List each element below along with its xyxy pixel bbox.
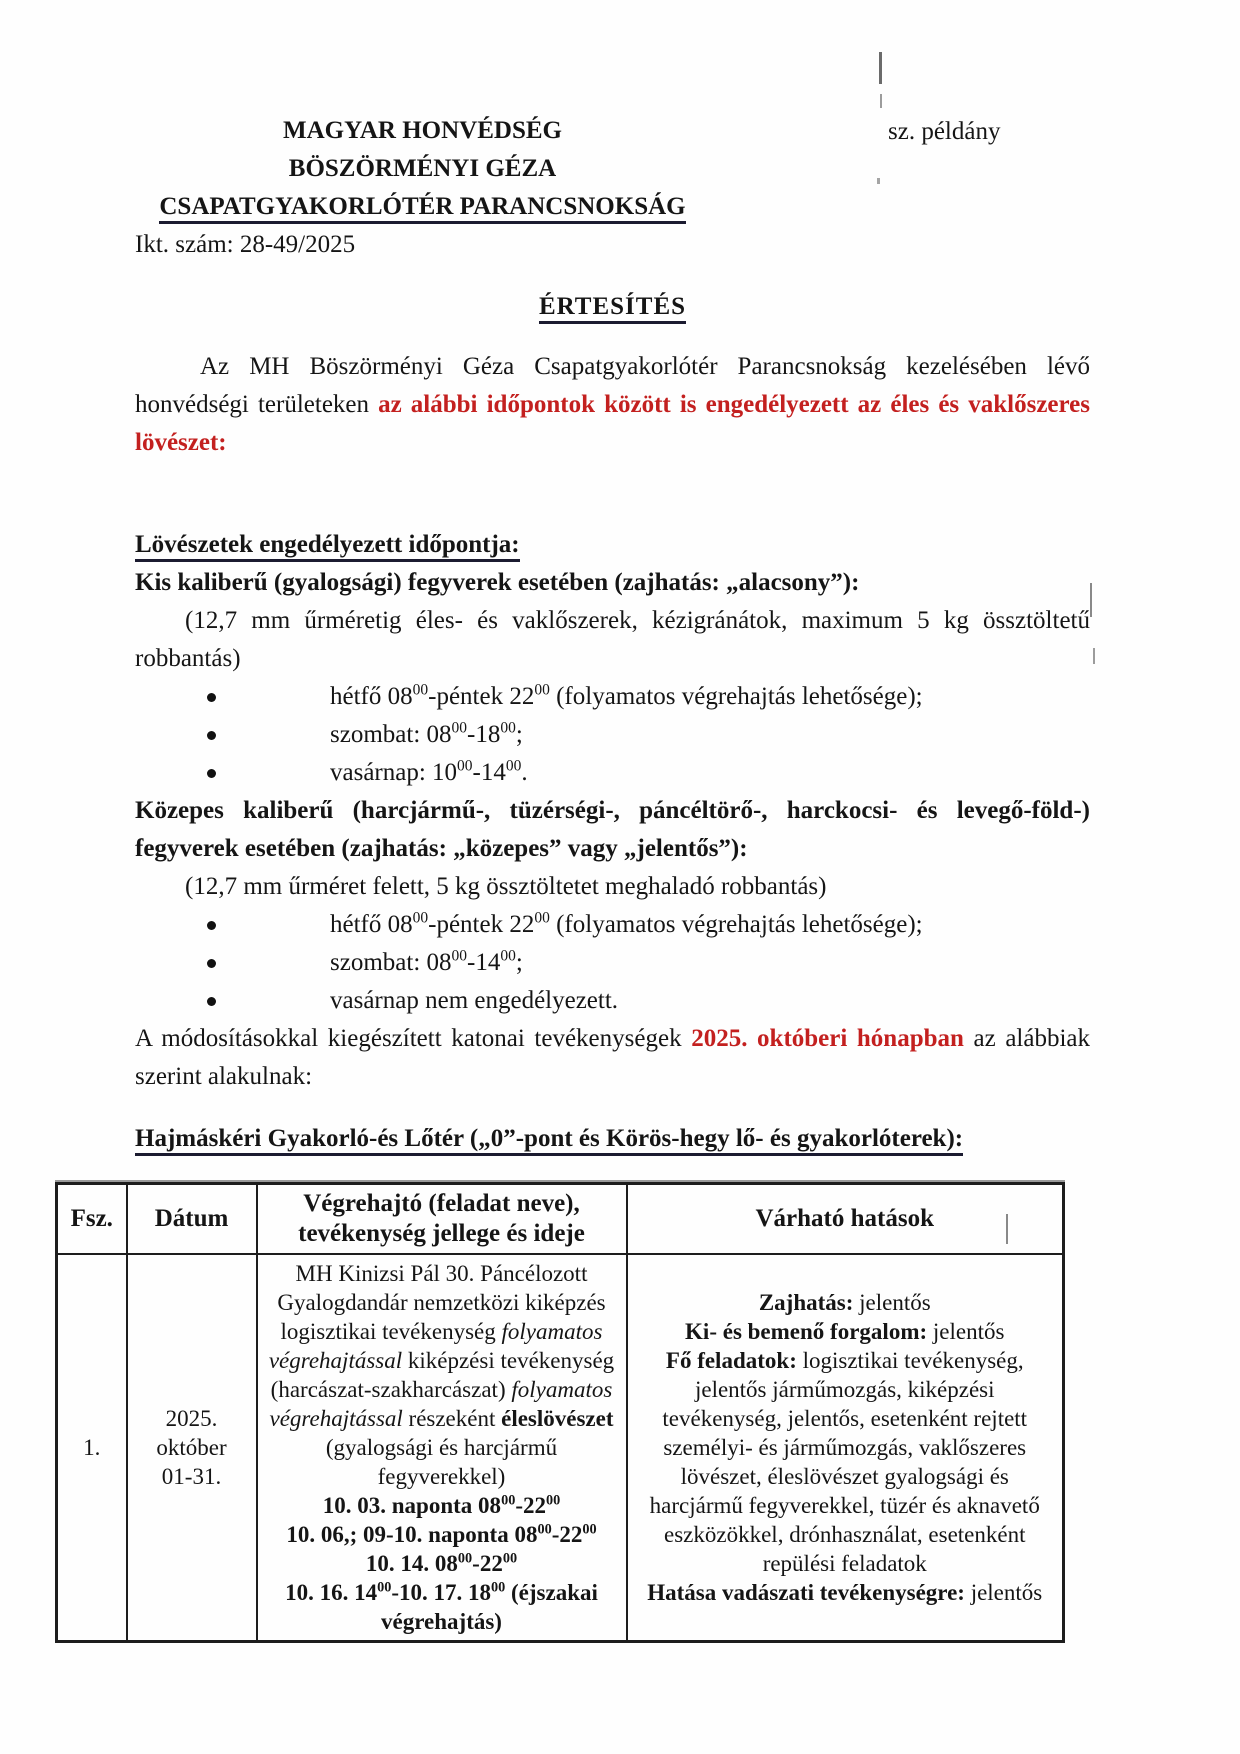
org-name-line2: BÖSZÖRMÉNYI GÉZA xyxy=(288,155,557,182)
org-name-line1: MAGYAR HONVÉDSÉG xyxy=(283,117,562,144)
bullet-icon xyxy=(135,906,330,944)
cell-fsz: 1. xyxy=(57,1254,127,1642)
executor-description: MH Kinizsi Pál 30. Páncélozott Gyalogdandár nemzetközi kiképzés logisztikai tevékenység folyamatos végrehajtással kiképzési tevékenység (harcászat-szakharcászat) folyamatos végrehajtással részeként éleslövészet (gyalogsági és harcjármű fegyverekkel) xyxy=(268,1261,615,1489)
scan-artifact xyxy=(877,178,880,184)
executor-time: 10. 16. $14^{00}-10$. 17. $18^{00}$ (éjszakai végrehajtás) xyxy=(285,1579,598,1634)
effect-line: Fő feladatok: logisztikai tevékenység, jelentős járműmozgás, kiképzési tevékenység, jelentős, esetenként rejtett személyi- és járműmozgás, vaklőszeres lövészet, éleslövészet gyalogsági és harcjármű fegyverekkel, tüzér és aknavető eszközökkel, drónhasználat, esetenként repülési feladatok xyxy=(649,1348,1040,1576)
bullet-icon xyxy=(135,678,330,716)
bullet-icon xyxy=(135,944,330,982)
cell-effects xyxy=(627,1254,1064,1642)
bullet-icon xyxy=(135,982,330,1020)
small-caliber-heading: Kis kaliberű (gyalogsági) fegyverek esetében (zajhatás: „alacsony”): xyxy=(135,569,860,596)
header-fsz: Fsz. xyxy=(57,1184,127,1255)
intro-paragraph: Az MH Böszörményi Géza Csapatgyakorlótér Parancsnokság kezelésében lévő honvédségi területeken az alábbi időpontok között is engedélyezett az éles és vaklőszeres lövészet: xyxy=(135,353,1090,456)
executor-time: 10. 14. $08^{00}-22^{00}$ xyxy=(365,1550,518,1576)
scan-artifact xyxy=(880,94,882,108)
cell-datum: 2025. október 01-31. xyxy=(127,1254,257,1642)
table-header-row xyxy=(57,1184,1064,1255)
activities-table xyxy=(55,1182,1065,1643)
effect-line: Hatása vadászati tevékenységre: jelentős xyxy=(647,1580,1043,1605)
org-header xyxy=(135,112,710,226)
executor-time: 10. 03. naponta $08^{00}-22^{00}$ xyxy=(322,1492,561,1518)
reference-number: Ikt. szám: 28-49/2025 xyxy=(135,231,356,258)
bullet-icon xyxy=(135,754,330,792)
bullet-icon xyxy=(135,716,330,754)
header-executor: Végrehajtó (feladat neve), tevékenység jellege és ideje xyxy=(257,1184,627,1255)
medium-caliber-heading: Közepes kaliberű (harcjármű-, tüzérségi-, páncéltörő-, harckocsi- és levegő-föld-) fegyverek esetében (zajhatás: „közepes” vagy „jelentős”): xyxy=(135,797,1090,862)
table-row xyxy=(57,1254,1064,1642)
scan-artifact xyxy=(1006,1214,1008,1244)
range-heading: Hajmáskéri Gyakorló-és Lőtér („0”-pont és Körös-hegy lő- és gyakorlóterek): xyxy=(135,1120,1090,1158)
list-item: vasárnap nem engedélyezett. xyxy=(135,982,1090,1020)
header-effects: Várható hatások xyxy=(627,1184,1064,1255)
modifications-paragraph: A módosításokkal kiegészített katonai tevékenységek 2025. októberi hónapban az alábbiak szerint alakulnak: xyxy=(135,1025,1091,1090)
scan-artifact xyxy=(1093,648,1095,664)
document-title: ÉRTESÍTÉS xyxy=(135,288,1090,326)
effect-line: Ki- és bemenő forgalom: jelentős xyxy=(685,1319,1005,1344)
small-caliber-note: (12,7 mm űrméretig éles- és vaklőszerek, kézigránátok, maximum 5 kg össztöltetű robbantás) xyxy=(135,607,1090,672)
header-datum: Dátum xyxy=(127,1184,257,1255)
scan-artifact xyxy=(1090,583,1092,617)
medium-caliber-note: (12,7 mm űrméret felett, 5 kg össztöltetet meghaladó robbantás) xyxy=(185,873,827,900)
cell-executor xyxy=(257,1254,627,1642)
org-name-line3: CSAPATGYAKORLÓTÉR PARANCSNOKSÁG xyxy=(135,188,710,226)
copy-number-label: sz. példány xyxy=(888,118,1001,145)
list-item: hétfő $08^{00}$-péntek $22^{00}$ (folyamatos végrehajtás lehetősége); xyxy=(135,678,1090,716)
small-caliber-bullet-list xyxy=(135,678,1090,792)
shooting-times-heading: Lövészetek engedélyezett időpontja: xyxy=(135,526,1090,564)
list-item: szombat: $08^{00}-18^{00}$; xyxy=(135,716,1090,754)
medium-caliber-bullet-list xyxy=(135,906,1090,1020)
section-shooting-times xyxy=(135,526,1090,1020)
list-item: szombat: $08^{00}-14^{00}$; xyxy=(135,944,1090,982)
executor-time: 10. 06,; 09-10. naponta $08^{00}-22^{00}$ xyxy=(286,1521,597,1547)
list-item: hétfő $08^{00}$-péntek $22^{00}$ (folyamatos végrehajtás lehetősége); xyxy=(135,906,1090,944)
effect-line: Zajhatás: jelentős xyxy=(758,1290,931,1315)
scan-artifact xyxy=(879,52,882,84)
list-item: vasárnap: $10^{00}-14^{00}$. xyxy=(135,754,1090,792)
